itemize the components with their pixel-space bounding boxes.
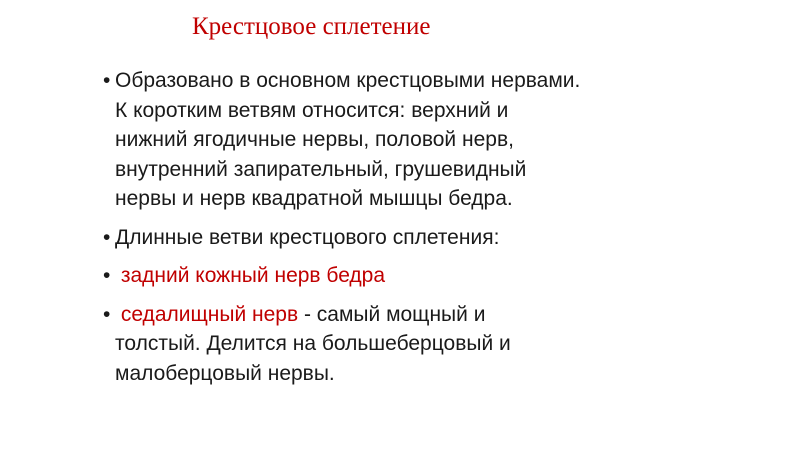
bullet-line: нижний ягодичные нервы, половой нерв, xyxy=(115,128,514,151)
bullet-dot-icon: • xyxy=(103,302,111,326)
bullet-item xyxy=(103,261,723,291)
bullet-line xyxy=(115,261,723,291)
bullet-line: нервы и нерв квадратной мышцы бедра. xyxy=(115,187,513,210)
bullet-line: К коротким ветвям относится: верхний и xyxy=(115,98,509,122)
bullet-line: Образовано в основном крестцовыми нервами. xyxy=(115,69,581,92)
bullet-item xyxy=(103,300,723,389)
bullet-item xyxy=(103,223,723,253)
bullet-line: Длинные ветви крестцового сплетения: xyxy=(115,225,500,249)
bullet-dot-icon: • xyxy=(103,264,111,287)
bullet-line: малоберцовый нервы. xyxy=(115,361,335,385)
bullet-dot-icon: • xyxy=(103,69,111,92)
bullet-line: толстый. Делится на большеберцовый и xyxy=(115,332,511,355)
bullet-line xyxy=(115,300,723,330)
highlight-term: задний кожный нерв бедра xyxy=(120,264,386,287)
highlight-term: седалищный нерв xyxy=(120,302,299,326)
slide-title: Крестцовое сплетение xyxy=(192,13,431,40)
slide-body xyxy=(103,66,723,397)
bullet-text: - самый мощный и xyxy=(298,302,486,326)
bullet-item xyxy=(103,66,723,214)
bullet-line: внутренний запирательный, грушевидный xyxy=(115,157,527,181)
bullet-dot-icon: • xyxy=(103,225,111,249)
